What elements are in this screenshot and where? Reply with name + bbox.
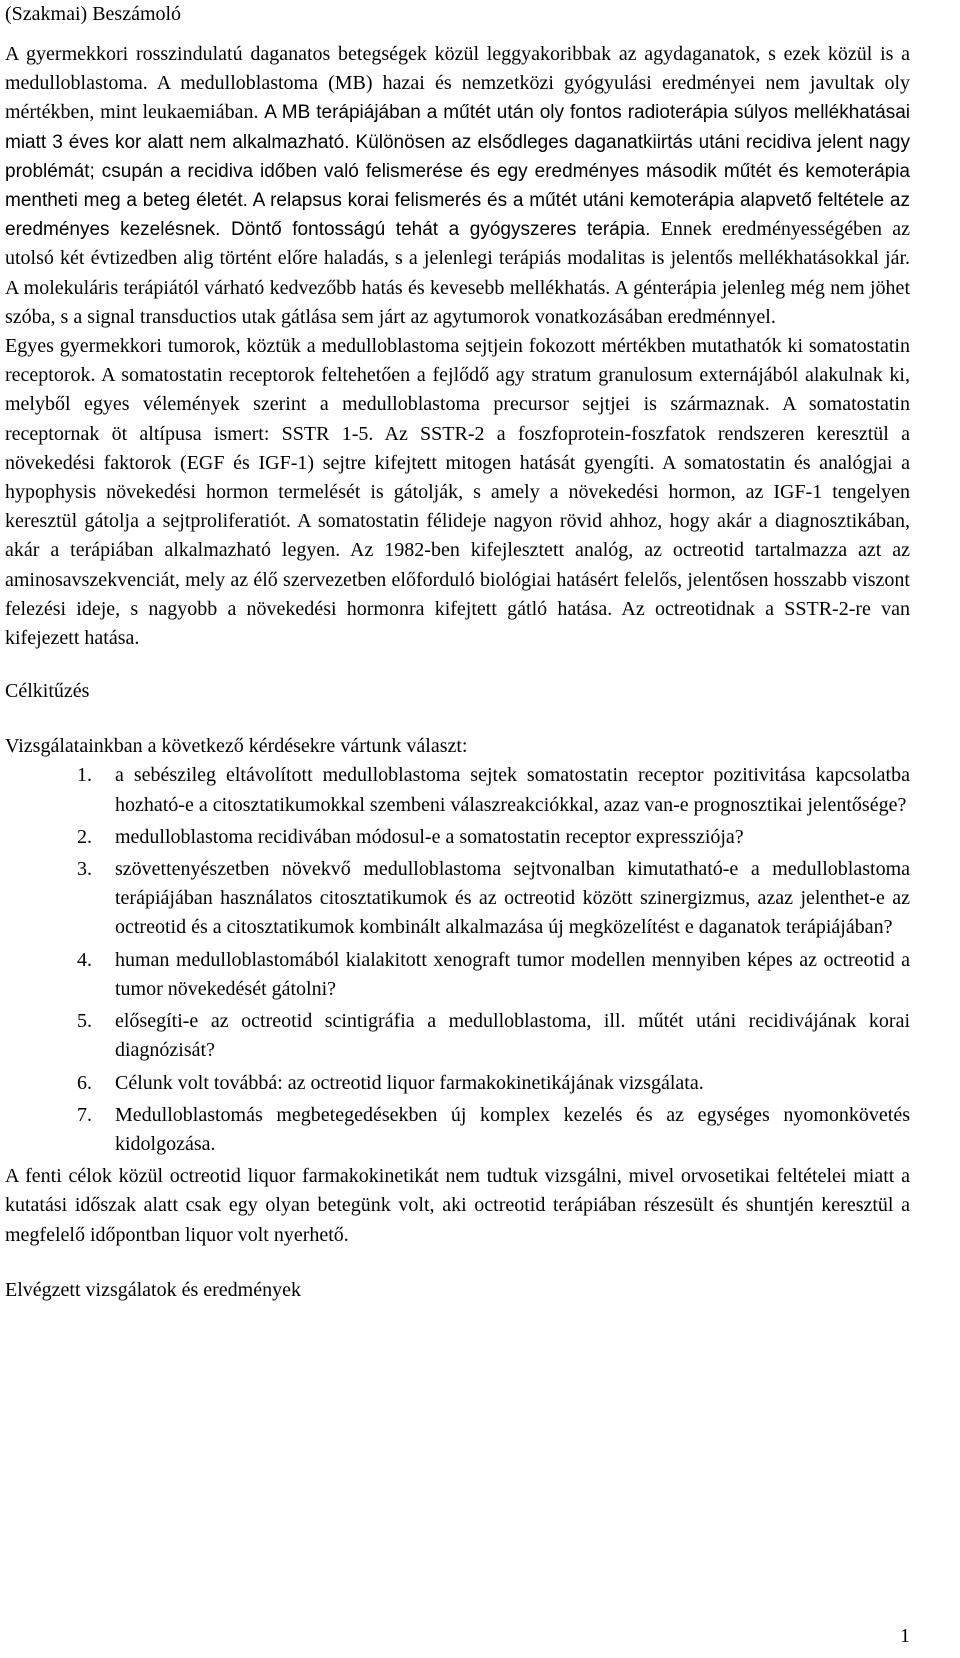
intro-paragraph-2: Egyes gyermekkori tumorok, köztük a medulloblastoma sejtjein fokozott mértékben mutathatók ki somatostatin receptorok. A somatostatin receptorok feltehetően a fejlődő agy stratum granulosum externájából alakulnak ki, melyből egyes vélemények szerint a medulloblastoma precursor sejtjei is származnak. A somatostatin receptornak öt altípusa ismert: SSTR 1-5. Az SSTR-2 a foszfoprotein-foszfatok rendszeren keresztül a növekedési faktorok (EGF és IGF-1) sejtre kifejtett mitogen hatását gyengíti. A somatostatin és analógjai a hypophysis növekedési hormon termelését is gátolják, s amely a növekedési hormon, az IGF-1 tengelyen keresztül gátolja a sejtproliferatiót. A somatostatin félideje nagyon rövid ahhoz, hogy akár a diagnosztikában, akár a terápiában alkalmazható legyen. Az 1982-ben kifejlesztett analóg, az octreotid tartalmazza azt az aminosavszekvenciát, mely az élő szervezetben előforduló biológiai hatásért felelős, jelentősen hosszabb viszont felezési ideje, s nagyobb a növekedési hormonra kifejtett gátló hatása. Az octreotidnak a SSTR-2-re van kifejezett hatása. — [5, 335, 910, 650]
list-item-number: 5. — [77, 1010, 92, 1033]
aims-heading: Célkitűzés — [5, 680, 90, 703]
intro-text-serif: A gyermekkori rosszindulatú daganatos betegségek közül leggyakoribbak az agydaganatok, s ezek közül is a medulloblastoma. A medulloblastoma (MB) hazai és nemzetközi gyógyulási eredményei nem javultak oly mértékben, mint leukaemiában. — [5, 43, 910, 124]
list-item-number: 4. — [77, 948, 92, 971]
questions-list — [5, 761, 910, 1159]
intro-paragraph-1 — [5, 40, 910, 332]
list-item-number: 3. — [77, 858, 92, 881]
results-heading: Elvégzett vizsgálatok és eredmények — [5, 1278, 301, 1301]
list-item — [77, 823, 910, 852]
list-item-number: 7. — [77, 1103, 92, 1126]
list-item-text: a sebészileg eltávolított medulloblastoma sejtek somatostatin receptor pozitivitása kapcsolatba hozható-e a citosztatikumokkal szembeni válaszreakciókkal, azaz van-e prognosztikai jelentősége? — [115, 764, 910, 816]
aims-closing-paragraph: A fenti célok közül octreotid liquor farmakokinetikát nem tudtuk vizsgálni, mivel orvosetikai feltételei miatt a kutatási időszak alatt csak egy olyan betegünk volt, aki octreotid terápiában részesült és shuntjén keresztül a megfelelő időpontban liquor volt nyerhető. — [5, 1165, 910, 1246]
list-item-number: 2. — [77, 825, 92, 848]
list-item-text: human medulloblastomából kialakitott xenograft tumor modellen mennyiben képes az octreotid a tumor növekedését gátolni? — [115, 948, 910, 1000]
list-item — [77, 1007, 910, 1065]
page-number: 1 — [900, 1625, 910, 1647]
list-item — [77, 1101, 910, 1159]
list-item — [77, 946, 910, 1004]
list-item-text: Medulloblastomás megbetegedésekben új komplex kezelés és az egységes nyomonkövetés kidolgozása. — [115, 1103, 910, 1155]
list-item-text: szövettenyészetben növekvő medulloblastoma sejtvonalban kimutatható-e a medulloblastoma terápiájában használatos citosztatikumok és az octreotid között szinergizmus, azaz jelenthet-e az octreotid és a citosztatikumok kombinált alkalmazása új megközelítést e daganatok terápiájában? — [115, 858, 910, 939]
document-title: (Szakmai) Beszámoló — [5, 3, 182, 25]
list-item — [77, 855, 910, 943]
intro-text-sans: A MB terápiájában a műtét után oly fontos radioterápia súlyos mellékhatásai miatt 3 éves kor alatt nem alkalmazható. Különösen az elsődleges daganatkiirtás utáni recidiva jelent nagy problémát; csupán a recidiva időben való felismerése és egy eredményes második műtét és kemoterápia mentheti meg a beteg életét. A relapsus korai felismerés és a műtét utáni kemoterápia alapvető feltétele az eredményes kezelésnek. Döntő fontosságú tehát a gyógyszeres terápia. — [5, 102, 910, 241]
intro-text-rest: Ennek eredményességében az utolsó két évtizedben alig történt előre haladás, s a jelenlegi terápiás modalitas is jelentős mellékhatásokkal jár. A molekuláris terápiától várható kedvezőbb hatás és kevesebb mellékhatás. A génterápia jelenleg még nem jöhet szóba, s a signal transductios utak gátlása sem járt az agytumorok vonatkozásában eredménnyel. — [5, 218, 910, 328]
list-item-text: Célunk volt továbbá: az octreotid liquor farmakokinetikájának vizsgálata. — [115, 1071, 704, 1094]
list-item-number: 6. — [77, 1071, 92, 1094]
list-item-number: 1. — [77, 764, 92, 787]
aims-lead: Vizsgálatainkban a következő kérdésekre vártunk választ: — [5, 735, 468, 758]
list-item-text: elősegíti-e az octreotid scintigráfia a medulloblastoma, ill. műtét utáni recidivájának korai diagnózisát? — [115, 1010, 910, 1062]
list-item — [77, 761, 910, 819]
list-item — [77, 1069, 910, 1098]
list-item-text: medulloblastoma recidivában módosul-e a somatostatin receptor expressziója? — [115, 825, 744, 848]
document-page — [5, 0, 910, 1305]
